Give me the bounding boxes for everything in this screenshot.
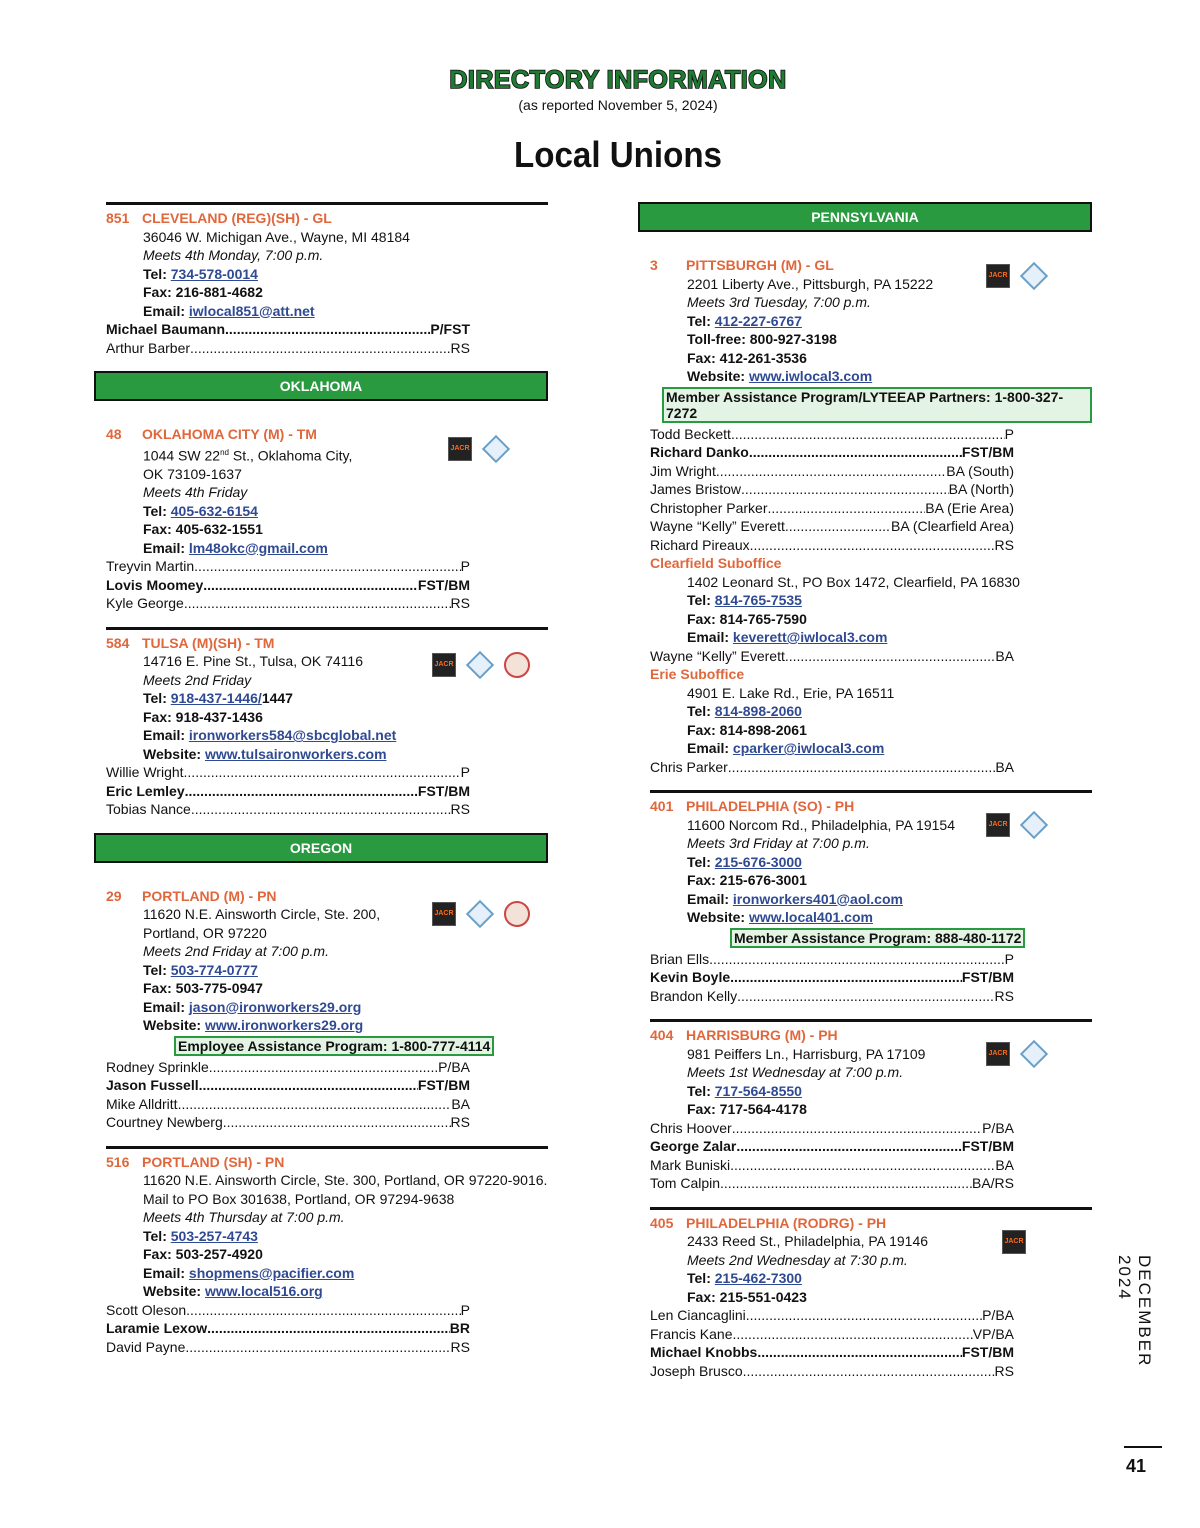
email: Email: ironworkers584@sbcglobal.net [143,727,397,744]
address: 981 Peiffers Ln., Harrisburg, PA 17109 [687,1045,926,1062]
erie-suboffice-heading: Erie Suboffice [650,666,745,682]
local-heading: 404 HARRISBURG (M) - PH [650,1027,838,1043]
meeting-time: Meets 3rd Tuesday, 7:00 p.m. [687,294,871,310]
local-851 [106,202,548,357]
fax: Fax: 412-261-3536 [687,349,807,366]
local-heading: 584 TULSA (M)(SH) - TM [106,634,275,651]
left-column [94,200,548,1370]
phone-link[interactable]: 503-257-4743 [170,1227,258,1244]
officer-row: Laramie Lexow ..... BR [106,1319,470,1338]
officer-row: Len Ciancaglini ..... P/BA [650,1306,1014,1325]
website-link[interactable]: www.iwlocal3.com [748,368,873,384]
email-link[interactable]: ironworkers401@aol.com [732,890,903,907]
phone: Tel: 215-462-7300 [687,1270,802,1286]
meeting-time: Meets 4th Monday, 7:00 p.m. [143,247,324,263]
affiliation-icons [986,264,1048,288]
jacr-logo-icon: JACR [448,437,472,461]
meeting-time: Meets 4th Thursday at 7:00 p.m. [143,1209,345,1226]
officer-row: James Bristow ..... BA (North) [650,480,1014,499]
officer-row: Christopher Parker ..... BA (Erie Area) [650,499,1014,518]
officer-row: Francis Kane ..... VP/BA [650,1325,1014,1344]
address: 2433 Reed St., Philadelphia, PA 19146 [687,1233,929,1249]
officer-row: Tom Calpin ..... BA/RS [650,1174,1014,1193]
address-line-2: Portland, OR 97220 [143,924,267,941]
officer-row: Mark Buniski ..... BA [650,1156,1014,1175]
meeting-time: Meets 3rd Friday at 7:00 p.m. [687,835,870,851]
address: 14716 E. Pine St., Tulsa, OK 74116 [143,653,363,670]
email-link[interactable]: jason@ironworkers29.org [188,998,362,1015]
officer-row: Eric Lemley ..... FST/BM [106,782,470,801]
affiliation-icons [432,901,530,927]
officer-row: Kyle George ..... RS [106,594,470,613]
email-link[interactable]: cparker@iwlocal3.com [732,740,885,756]
state-header-oklahoma: OKLAHOMA [94,371,548,401]
affiliation-icons [448,437,510,461]
officer-row: Wayne “Kelly” Everett ..... BA [650,647,1014,666]
section-title: Local Unions [514,134,722,175]
jacr-logo-icon: JACR [432,902,456,926]
address-line-2: OK 73109-1637 [143,465,242,482]
email-link[interactable]: shopmens@pacifier.com [188,1264,355,1281]
email: Email: iwlocal851@att.net [143,302,315,319]
website-link[interactable]: www.local401.com [748,909,873,925]
address: 1044 SW 22nd St., Oklahoma City, [143,447,353,464]
phone: Tel: 503-257-4743 [143,1227,258,1244]
local-404 [650,1019,1092,1193]
toll-free: Toll-free: 800-927-3198 [687,331,837,347]
website: Website: www.iwlocal3.com [687,368,873,384]
phone: Tel: 717-564-8550 [687,1082,802,1099]
officer-row: Scott Oleson ..... P [106,1301,470,1320]
jacr-logo-icon: JACR [986,264,1010,288]
local-heading: 48 OKLAHOMA CITY (M) - TM [106,426,317,442]
mailing-address: Mail to PO Box 301638, Portland, OR 97294-9638 [143,1190,455,1207]
email: Email: ironworkers401@aol.com [687,890,903,907]
local-heading: 401 PHILADELPHIA (SO) - PH [650,798,855,814]
certification-diamond-icon [482,435,510,463]
directory-title: DIRECTORY INFORMATION [449,66,787,94]
address: 1402 Leonard St., PO Box 1472, Clearfield, PA 16830 [687,573,1020,590]
phone-link[interactable]: 215-676-3000 [714,853,802,870]
officer-row: Rodney Sprinkle ..... P/BA [106,1058,470,1077]
officer-row: Mike Alldritt ..... BA [106,1095,470,1114]
email-link[interactable]: iwlocal851@att.net [188,302,315,319]
fax: Fax: 216-881-4682 [143,284,263,300]
certification-diamond-icon [466,651,494,679]
officer-row: Wayne “Kelly” Everett ..... BA (Clearfield Area) [650,517,1014,536]
officer-row: Jim Wright ..... BA (South) [650,462,1014,481]
jacr-logo-icon: JACR [986,813,1010,837]
local-405 [650,1207,1092,1381]
website: Website: www.local401.com [687,909,873,925]
address: 4901 E. Lake Rd., Erie, PA 16511 [687,684,895,701]
phone-link[interactable]: 503-774-0777 [170,961,258,978]
email: Email: shopmens@pacifier.com [143,1264,355,1281]
address: 11600 Norcom Rd., Philadelphia, PA 19154 [687,816,955,833]
phone: Tel: 412-227-6767 [687,312,802,329]
affiliation-icons [1002,1230,1026,1254]
officer-row: Kevin Boyle ..... FST/BM [650,968,1014,987]
website-link[interactable]: www.tulsaironworkers.com [204,745,387,762]
website-link[interactable]: www.local516.org [204,1283,323,1300]
footer-divider [1124,1446,1162,1448]
fax: Fax: 814-765-7590 [687,610,807,627]
seal-icon [504,901,530,927]
phone: Tel: 734-578-0014 [143,265,258,282]
phone: Tel: 814-765-7535 [687,592,802,608]
local-heading: 405 PHILADELPHIA (RODRG) - PH [650,1214,887,1231]
officer-row: George Zalar ..... FST/BM [650,1137,1014,1156]
officer-row: Michael Knobbs ..... FST/BM [650,1343,1014,1362]
officer-row: Todd Beckett ..... P [650,425,1014,444]
meeting-time: Meets 2nd Wednesday at 7:30 p.m. [687,1251,908,1268]
phone-link[interactable]: 814-765-7535 [714,592,802,608]
local-48 [106,425,548,613]
officer-row: Jason Fussell ..... FST/BM [106,1076,470,1095]
officer-row: Richard Danko ..... FST/BM [650,443,1014,462]
seal-icon [504,652,530,678]
phone-link[interactable]: 918-437-1446/ [170,690,262,707]
certification-diamond-icon [1020,811,1048,839]
local-heading: 29 PORTLAND (M) - PN [106,887,277,904]
meeting-time: Meets 1st Wednesday at 7:00 p.m. [687,1064,904,1080]
officer-row: Richard Pireaux ..... RS [650,536,1014,555]
fax: Fax: 503-257-4920 [143,1246,263,1263]
officer-row: Tobias Nance ..... RS [106,800,470,819]
officer-row: Arthur Barber ..... RS [106,339,470,358]
officer-row: Brian Ells ..... P [650,950,1014,969]
address: 2201 Liberty Ave., Pittsburgh, PA 15222 [687,275,934,292]
local-29 [106,887,548,1132]
officer-row: Treyvin Martin ..... P [106,557,470,576]
officer-row: Willie Wright ..... P [106,763,470,782]
email-link[interactable]: ironworkers584@sbcglobal.net [188,727,397,744]
email: Email: jason@ironworkers29.org [143,998,362,1015]
clearfield-suboffice-heading: Clearfield Suboffice [650,555,782,571]
fax: Fax: 215-676-3001 [687,872,807,888]
certification-diamond-icon [466,900,494,928]
report-date: (as reported November 5, 2024) [518,97,718,113]
fax: Fax: 717-564-4178 [687,1101,807,1117]
email: Email: cparker@iwlocal3.com [687,740,885,756]
affiliation-icons [432,652,530,678]
officer-row: Michael Baumann ..... P/FST [106,320,470,339]
meeting-time: Meets 2nd Friday at 7:00 p.m. [143,943,329,960]
officer-row: David Payne ..... RS [106,1338,470,1357]
fax: Fax: 215-551-0423 [687,1288,807,1305]
email: Email: keverett@iwlocal3.com [687,629,888,645]
assistance-program-badge: Employee Assistance Program: 1-800-777-4114 [174,1036,494,1056]
certification-diamond-icon [1020,1040,1048,1068]
state-header-pennsylvania: PENNSYLVANIA [638,202,1092,232]
local-heading: 851 CLEVELAND (REG)(SH) - GL [106,210,332,226]
phone-link[interactable]: 412-227-6767 [714,312,802,329]
email-link[interactable]: keverett@iwlocal3.com [732,629,888,645]
email-link[interactable]: lm48okc@gmail.com [188,539,328,556]
fax: Fax: 814-898-2061 [687,721,807,738]
meeting-time: Meets 4th Friday [143,484,248,501]
local-401 [650,790,1092,1005]
issue-date: DECEMBER 2024 [1115,1255,1154,1368]
certification-diamond-icon [1020,262,1048,290]
phone-link[interactable]: 814-898-2060 [714,703,802,719]
website: Website: www.tulsaironworkers.com [143,745,387,762]
officer-row: Lovis Moomey ..... FST/BM [106,576,470,595]
address: 36046 W. Michigan Ave., Wayne, MI 48184 [143,228,410,245]
website: Website: www.ironworkers29.org [143,1017,364,1034]
page-number: 41 [1126,1456,1147,1476]
phone-link[interactable]: 215-462-7300 [714,1270,802,1286]
local-heading: 3 PITTSBURGH (M) - GL [650,257,834,273]
officer-row: Courtney Newberg ..... RS [106,1113,470,1132]
local-584 [106,627,548,819]
jacr-logo-icon: JACR [1002,1230,1026,1254]
jacr-logo-icon: JACR [986,1042,1010,1066]
officer-row: Joseph Brusco ..... RS [650,1362,1014,1381]
jacr-logo-icon: JACR [432,653,456,677]
address: 11620 N.E. Ainsworth Circle, Ste. 300, Portland, OR 97220-9016. [143,1172,548,1189]
officer-row: Chris Parker ..... BA [650,758,1014,777]
address: 11620 N.E. Ainsworth Circle, Ste. 200, [143,906,381,923]
state-header-oregon: OREGON [94,833,548,863]
phone: Tel: 918-437-1446/1447 [143,690,293,707]
fax: Fax: 503-775-0947 [143,980,263,997]
local-3 [650,256,1092,776]
email: Email: lm48okc@gmail.com [143,539,328,556]
website: Website: www.local516.org [143,1283,323,1300]
meeting-time: Meets 2nd Friday [143,671,252,688]
affiliation-icons [986,813,1048,837]
phone-link[interactable]: 734-578-0014 [170,265,258,282]
right-column [638,192,1092,1394]
phone: Tel: 814-898-2060 [687,703,802,719]
phone: Tel: 215-676-3000 [687,853,802,870]
affiliation-icons [986,1042,1048,1066]
phone: Tel: 503-774-0777 [143,961,258,978]
phone-link[interactable]: 717-564-8550 [714,1082,802,1099]
website-link[interactable]: www.ironworkers29.org [204,1017,364,1034]
local-516 [106,1146,548,1357]
assistance-program-badge: Member Assistance Program/LYTEEAP Partners: 1-800-327-7272 [662,387,1092,423]
fax: Fax: 405-632-1551 [143,521,263,538]
phone-link[interactable]: 405-632-6154 [170,502,258,519]
assistance-program-badge: Member Assistance Program: 888-480-1172 [730,928,1025,948]
local-heading: 516 PORTLAND (SH) - PN [106,1153,285,1170]
officer-row: Chris Hoover ..... P/BA [650,1119,1014,1138]
fax: Fax: 918-437-1436 [143,708,263,725]
officer-row: Brandon Kelly ..... RS [650,987,1014,1006]
phone: Tel: 405-632-6154 [143,502,258,519]
